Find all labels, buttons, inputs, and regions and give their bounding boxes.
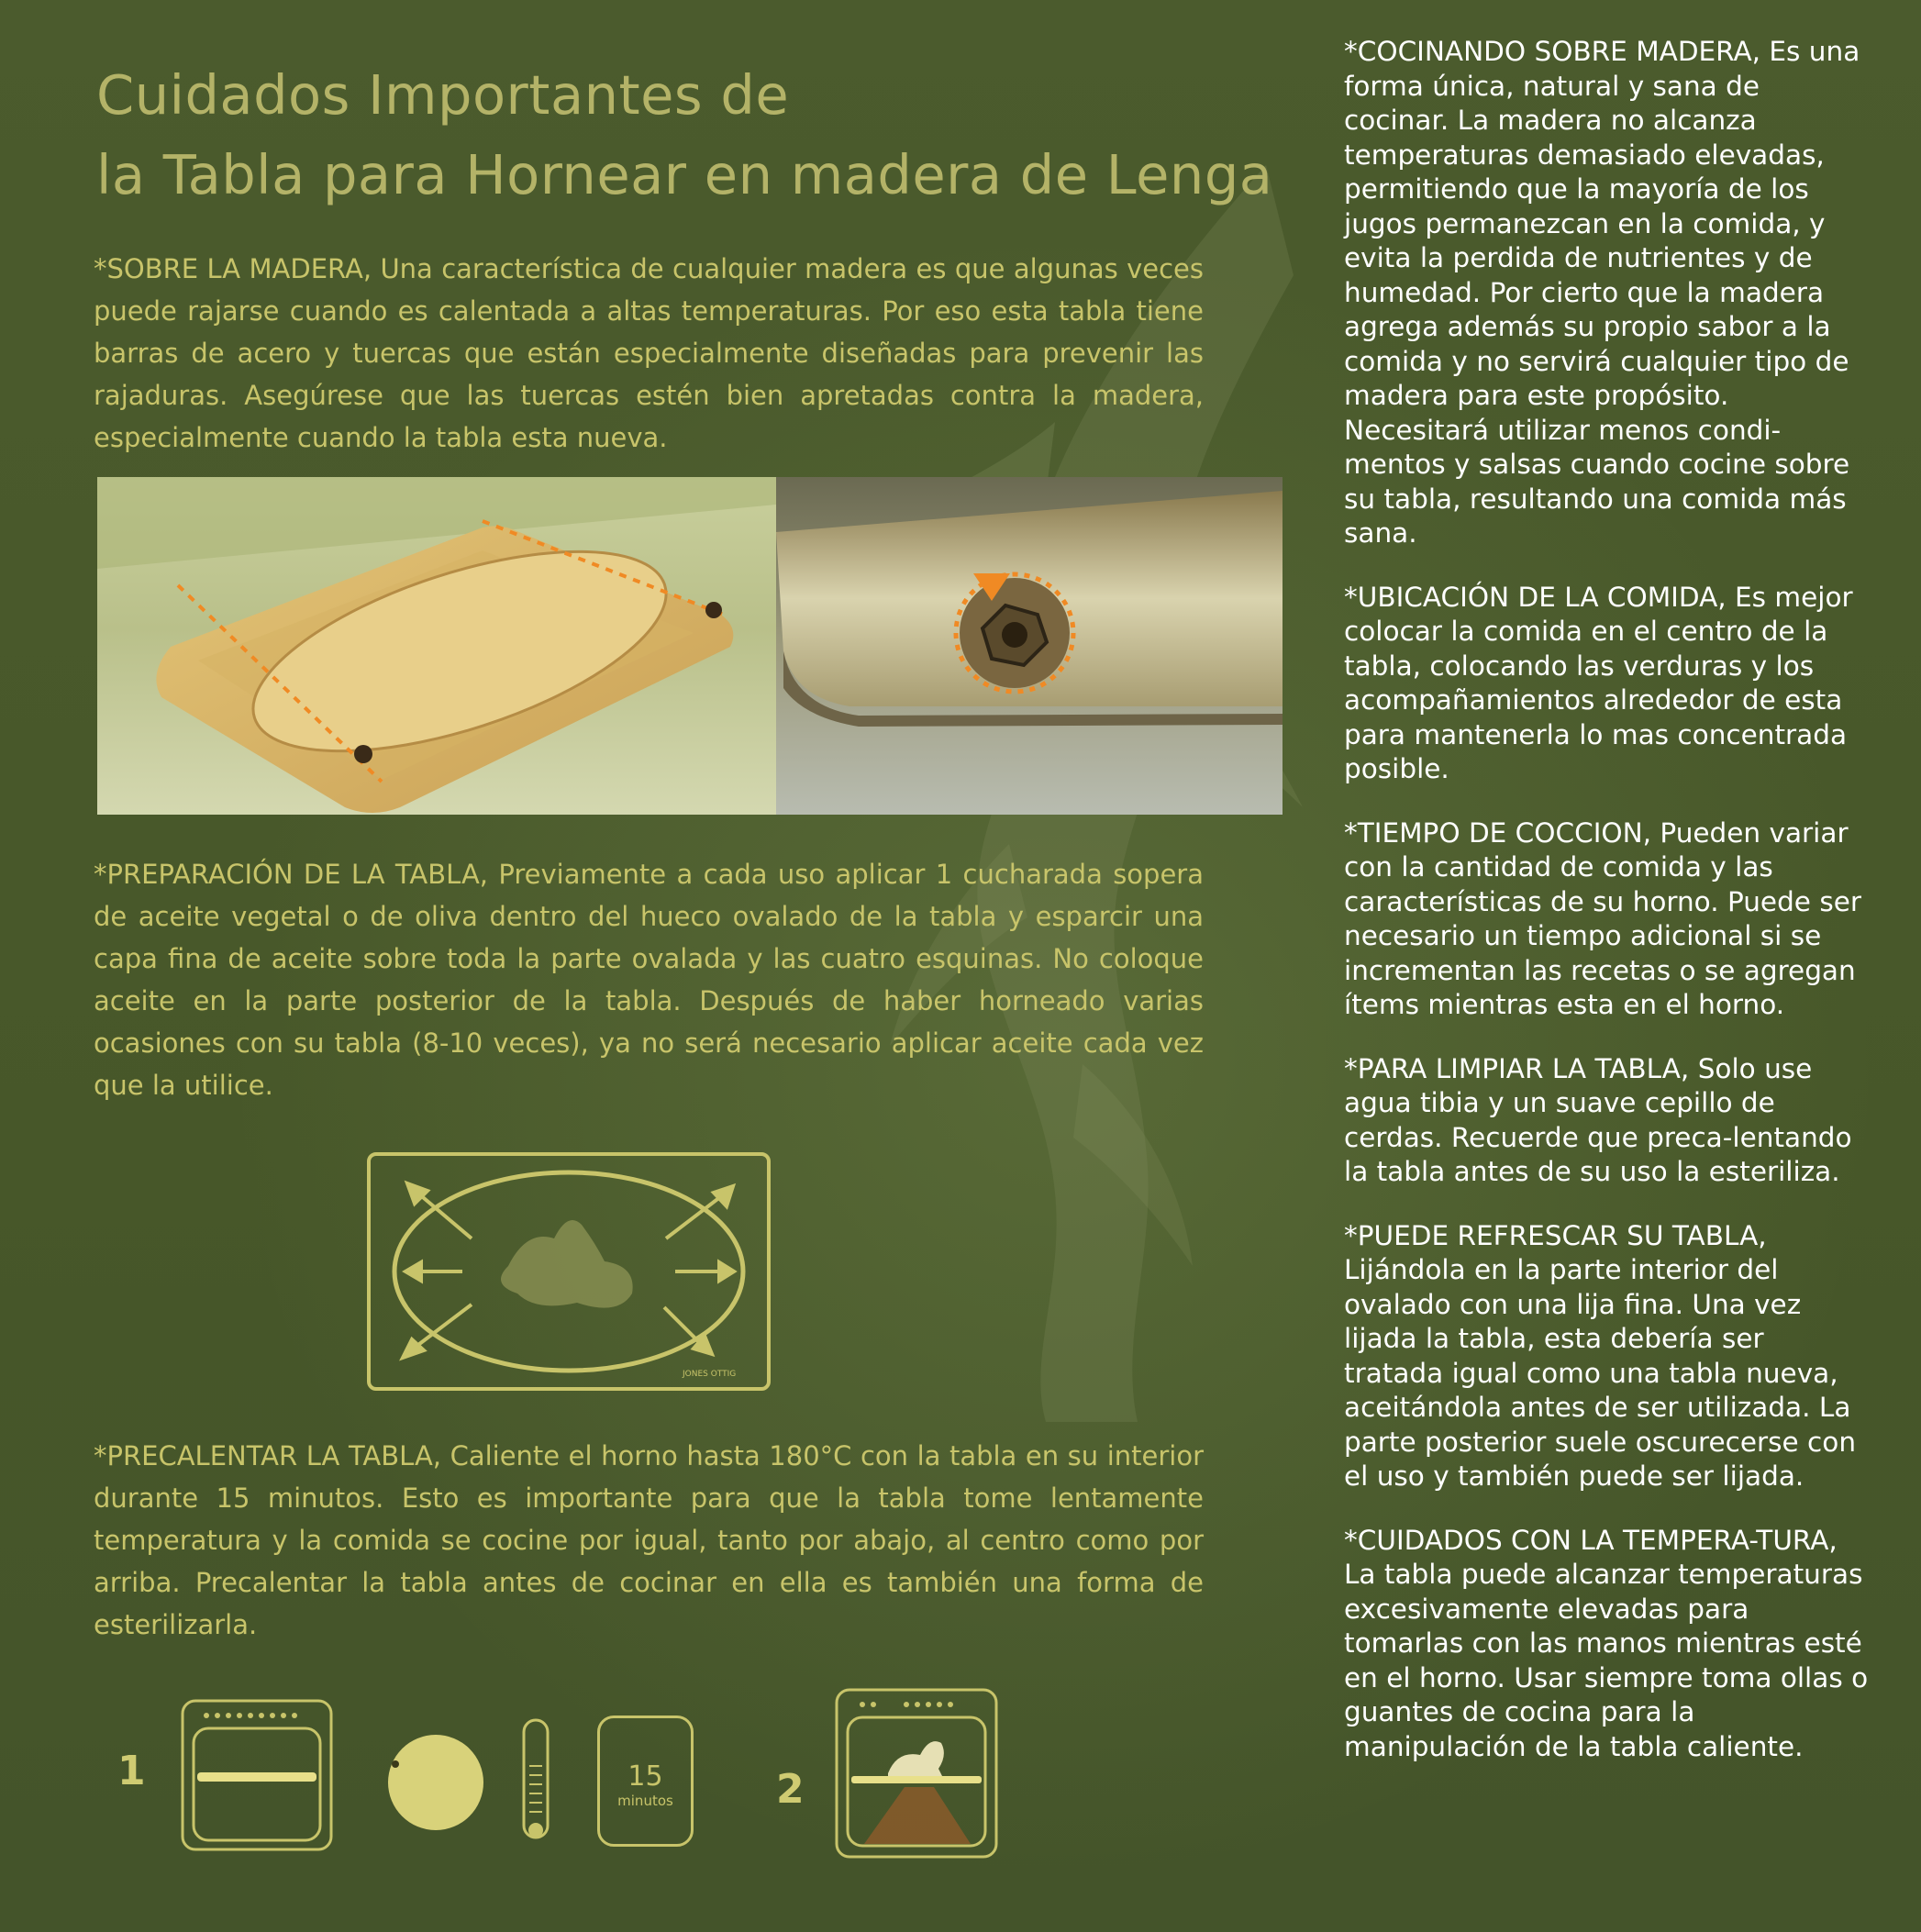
diagram-mark: JONES OTTIG [683, 1370, 737, 1379]
oven-cooking-icon [833, 1686, 1000, 1860]
page-title [96, 55, 1289, 215]
section-preparacion: *PREPARACIÓN DE LA TABLA, Previamente a cada uso aplicar 1 cucharada sopera de aceite vegetal o de oliva dentro del hueco ovalado de la tabla y esparcir una capa fina de aceite sobre toda la parte ovalada y las cuatro esquinas. No coloque aceite en la parte posterior de la tabla. Después de haber horneado varias ocasiones con su tabla (8-10 veces), ya no será necesario aplicar aceite cada vez que la utilice. [94, 859, 1204, 1101]
section-limpiar: *PARA LIMPIAR LA TABLA, Solo use agua tibia y un suave cepillo de cerdas. Recuerde que preca-lentando la tabla antes de su uso la esteriliza. [1344, 1052, 1852, 1187]
right-column [1344, 35, 1871, 1793]
step-2-number: 2 [776, 1766, 805, 1813]
timer-unit: minutos [617, 1793, 673, 1809]
timer-value: 15 [627, 1760, 663, 1793]
board-photo-illustration [97, 477, 1283, 815]
oil-spread-diagram [367, 1152, 771, 1391]
title-line-2: la Tabla para Hornear en madera de Lenga [96, 143, 1273, 206]
title-line-1: Cuidados Importantes de [96, 63, 790, 127]
section-cuidados-temperatura: *CUIDADOS CON LA TEMPERA-TURA, La tabla puede alcanzar temperaturas excesivamente elevadas para tomarlas con las manos mientras esté en el horno. Usar siempre toma ollas o guantes de cocina para la manipulación de la tabla caliente. [1344, 1524, 1869, 1762]
temperature-dial-icon [362, 1702, 555, 1849]
section-cocinando: *COCINANDO SOBRE MADERA, Es una forma única, natural y sana de cocinar. La madera no alcanza temperaturas demasiado elevadas, permitiendo que la mayoría de los jugos permanezcan en la comida, y evita la perdida de nutrientes y de humedad. Por cierto que la madera agrega además su propio sabor a la comida y no servirá cualquier tipo de madera para este propósito. Necesitará utilizar menos condi-mentos y salsas cuando cocine sobre su tabla, resultando una comida más sana. [1344, 36, 1860, 549]
board-photo [97, 477, 1283, 815]
timer-icon [597, 1715, 694, 1847]
section-precalentar: *PRECALENTAR LA TABLA, Caliente el horno hasta 180°C con la tabla en su interior durante 15 minutos. Esto es importante para que la tabla tome lentamente temperatura y la comida se cocine por igual, tanto por abajo, al centro como por arriba. Precalentar la tabla antes de cocinar en ella es también una forma de esterilizarla. [94, 1440, 1204, 1640]
section-ubicacion: *UBICACIÓN DE LA COMIDA, Es mejor colocar la comida en el centro de la tabla, colocando las verduras y los acompañamientos alrededor de esta para mantenerla lo mas concentrada posible. [1344, 581, 1853, 784]
oil-spread-illustration [371, 1156, 767, 1387]
step-1-number: 1 [117, 1748, 146, 1794]
section-tiempo: *TIEMPO DE COCCION, Pueden variar con la cantidad de comida y las características de su horno. Puede ser necesario un tiempo adicional si se incrementan las recetas o se agregan ítems mientras esta en el horno. [1344, 816, 1861, 1020]
section-sobre-la-madera: *SOBRE LA MADERA, Una característica de cualquier madera es que algunas veces puede rajarse cuando es calentada a altas temperaturas. Por eso esta tabla tiene barras de acero y tuercas que están especialmente diseñadas para prevenir las rajaduras. Asegúrese que las tuercas estén bien apretadas contra la madera, especialmente cuando la tabla esta nueva. [94, 253, 1204, 453]
section-refrescar: *PUEDE REFRESCAR SU TABLA, Lijándola en la parte interior del ovalado con una lija fina. Una vez lijada la tabla, esta debería ser tratada igual como una tabla nueva, aceitándola antes de ser utilizada. La parte posterior suele oscurecerse con el uso y también puede ser lijada. [1344, 1219, 1857, 1492]
oven-icon [179, 1697, 335, 1853]
